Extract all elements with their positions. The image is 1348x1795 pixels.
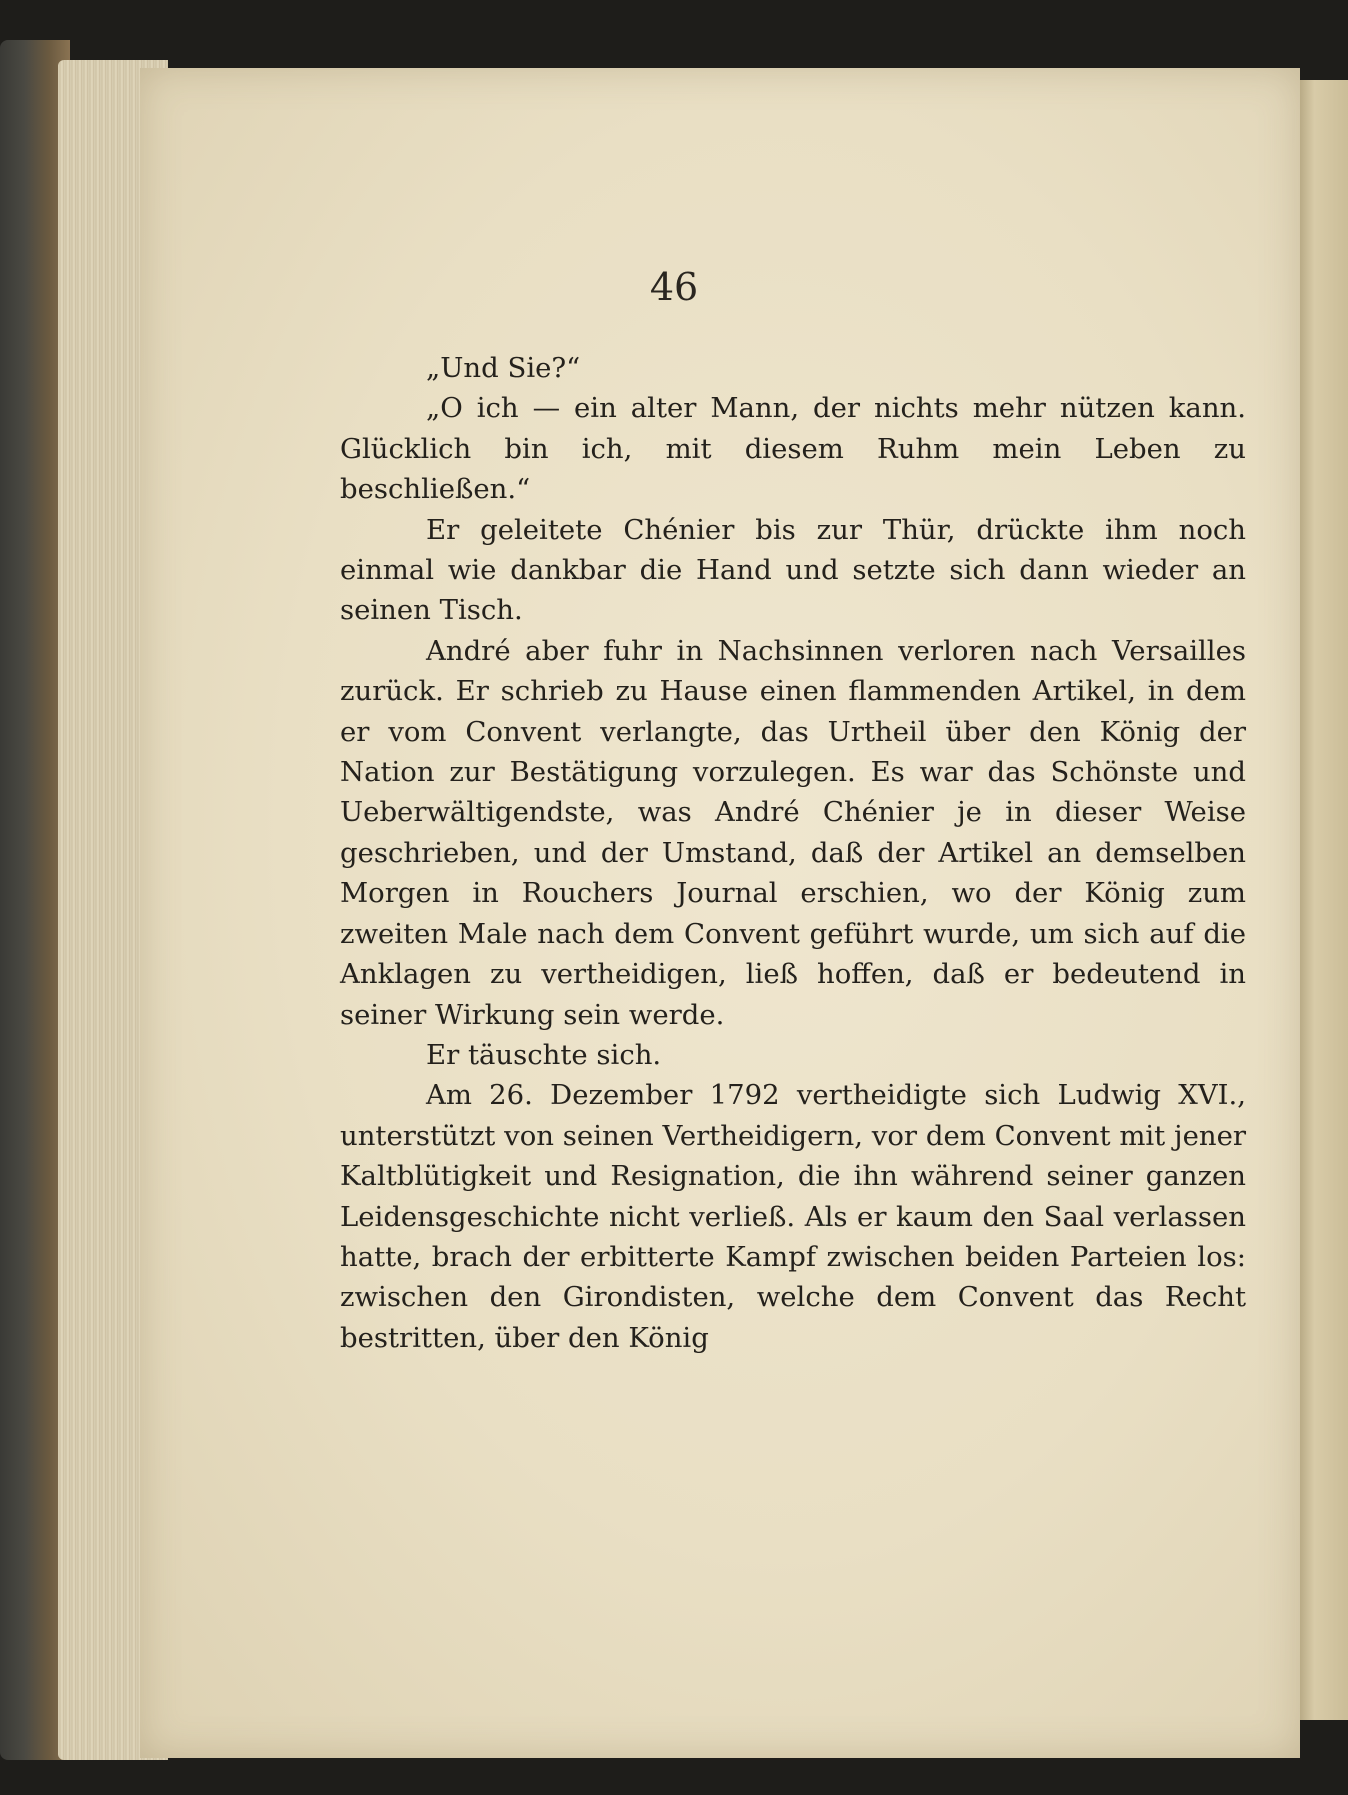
page-number: 46: [649, 265, 699, 309]
paragraph: Er täuschte sich.: [426, 1038, 662, 1071]
paragraph: „Und Sie?“: [426, 352, 581, 384]
page-text: [340, 348, 1246, 1358]
paragraph: „O ich — ein alter Mann, der nichts mehr nützen kann. Glücklich bin ich, mit diesem Ruhm mein Leben zu beschließen.“: [340, 392, 1246, 506]
paragraph: Am 26. Dezember 1792 vertheidigte sich Ludwig XVI., unterstützt von seinen Vertheidigern, vor dem Convent mit jener Kaltblütigkeit und Resignation, die ihn während seiner ganzen Leidensgeschichte nicht verließ. Als er kaum den Saal verlassen hatte, brach der erbitterte Kampf zwischen beiden Parteien los: zwischen den Girondisten, welche dem Convent das Recht bestritten, über den König: [340, 1079, 1246, 1354]
paragraph: André aber fuhr in Nachsinnen verloren nach Versailles zurück. Er schrieb zu Hause einen flammenden Artikel, in dem er vom Convent verlangte, das Urtheil über den König der Nation zur Bestätigung vorzulegen. Es war das Schönste und Ueberwältigendste, was André Chénier je in dieser Weise geschrieben, und der Umstand, daß der Artikel an demselben Morgen in Rouchers Journal erschien, wo der König zum zweiten Male nach dem Convent geführt wurde, um sich auf die Anklagen zu vertheidigen, ließ hoffen, daß er bedeutend in seiner Wirkung sein werde.: [340, 634, 1246, 1031]
right-page-edge: [1300, 80, 1348, 1720]
paragraph: Er geleitete Chénier bis zur Thür, drückte ihm noch einmal wie dankbar die Hand und setzte sich dann wieder an seinen Tisch.: [340, 513, 1246, 627]
